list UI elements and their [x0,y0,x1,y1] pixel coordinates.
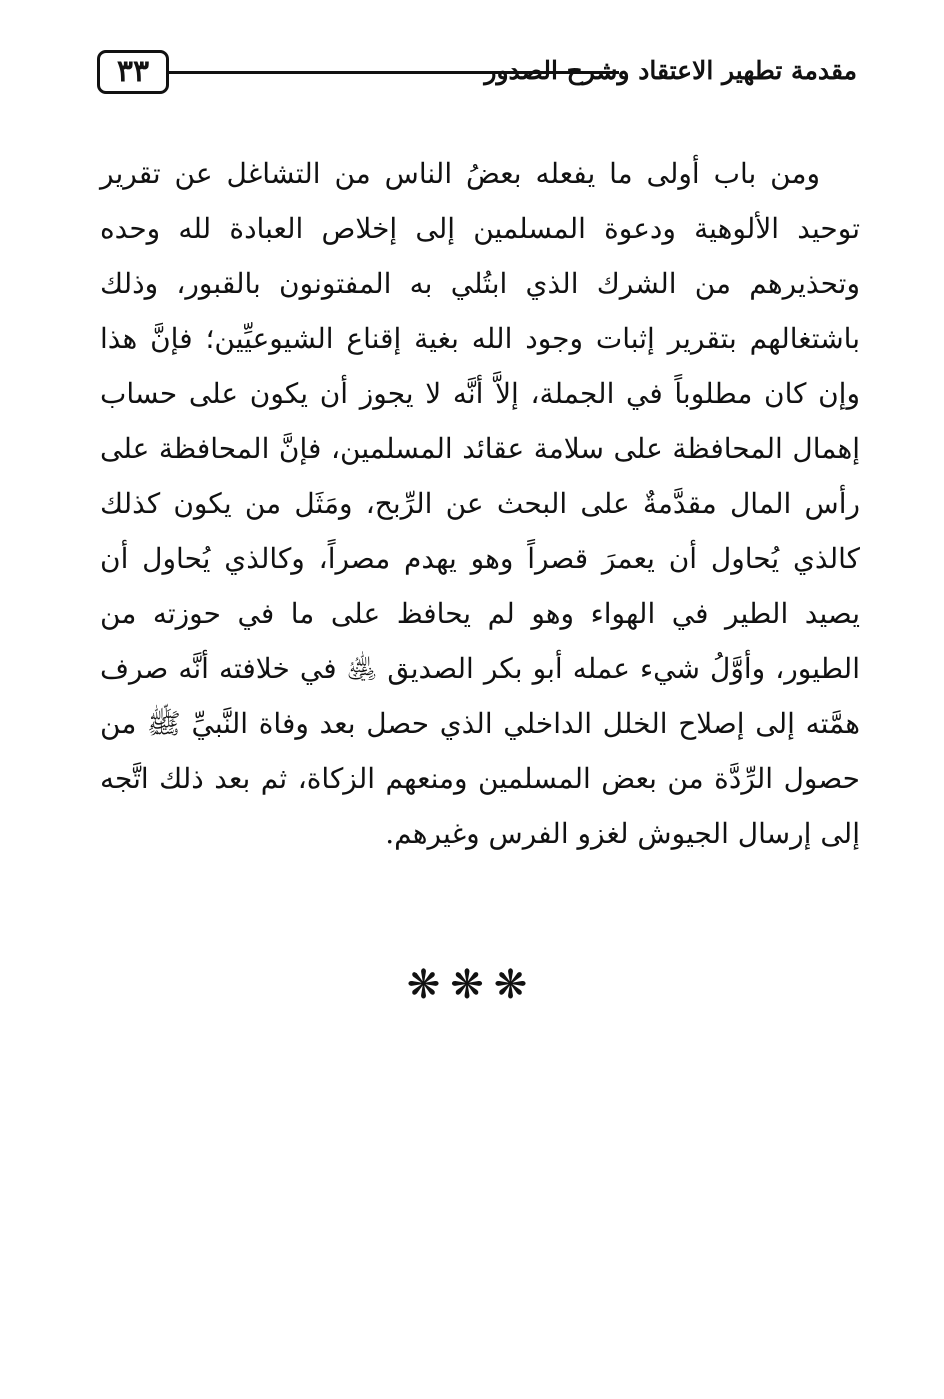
body-paragraph: ومن باب أولى ما يفعله بعضُ الناس من التشاغل عن تقرير توحيد الألوهية ودعوة المسلمين إلى إخلاص العبادة لله وحده وتحذيرهم من الشرك الذي ابتُلي به المفتونون بالقبور، وذلك باشتغالهم بتقرير إثبات وجود الله بغية إقناع الشيوعيِّين؛ فإنَّ هذا وإن كان مطلوباً في الجملة، إلاَّ أنَّه لا يجوز أن يكون على حساب إهمال المحافظة على سلامة عقائد المسلمين، فإنَّ المحافظة على رأس المال مقدَّمةٌ على البحث عن الرِّبح، ومَثَل من يكون كذلك كالذي يُحاول أن يعمرَ قصراً وهو يهدم مصراً، وكالذي يُحاول أن يصيد الطير في الهواء وهو لم يحافظ على ما في حوزته من الطيور، وأوَّلُ شيء عمله أبو بكر الصديق ﵁ في خلافته أنَّه صرف همَّته إلى إصلاح الخلل الداخلي الذي حصل بعد وفاة النَّبيِّ ﷺ من حصول الرِّدَّة من بعض المسلمين ومنعهم الزكاة، ثم بعد ذلك اتَّجه إلى إرسال الجيوش لغزو الفرس وغيرهم. [100,157,860,850]
page-number: ٣٣ [97,50,169,94]
page-header [97,50,857,98]
running-title: مقدمة تطهير الاعتقاد وشرح الصدور [484,56,857,85]
body-text [100,146,860,861]
section-divider-ornament: ❋❋❋ [406,962,538,1008]
